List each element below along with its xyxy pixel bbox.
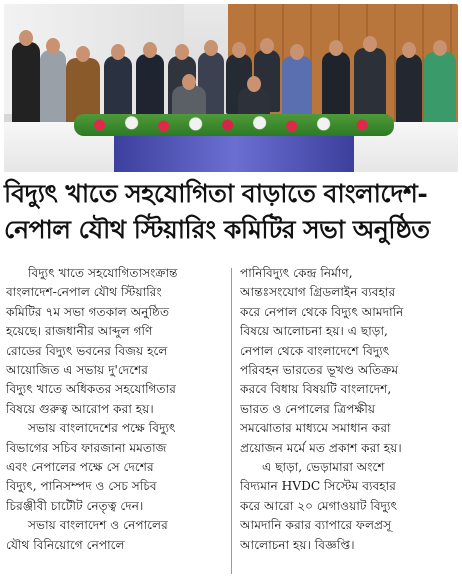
- headline-line: নেপাল যৌথ স্টিয়ারিং কমিটির সভা অনুষ্ঠিত: [4, 215, 430, 244]
- photo-person-head: [19, 30, 33, 46]
- photo-person: [396, 54, 422, 132]
- body-line: এবং নেপালের পক্ষে সে দেশের: [6, 460, 154, 475]
- body-line: সমঝোতার মাধ্যমে সমাধান করা: [240, 421, 391, 436]
- photo-person-head: [290, 44, 304, 60]
- body-line: পরিবহন ভারতের ভূখণ্ড অতিক্রম: [240, 363, 399, 378]
- photo-person-head: [260, 38, 274, 54]
- body-line: বিষয়ে আলোচনা হয়। এ ছাড়া,: [240, 324, 388, 339]
- photo-person-head: [329, 40, 343, 56]
- body-line: আমদানি করার ব্যাপারে ফলপ্রসূ: [240, 518, 392, 533]
- body-line: হয়েছে। রাজধানীর আব্দুল গণি: [6, 324, 153, 339]
- photo-person: [40, 50, 66, 130]
- photo-person-head: [232, 42, 246, 58]
- body-line: বিদ্যুৎ, পানিসম্পদ ও সেচ সচিব: [6, 479, 157, 494]
- photo-person-head: [143, 42, 157, 58]
- body-line: আন্তঃসংযোগ গ্রিডলাইন ব্যবহার: [240, 285, 396, 300]
- body-line: আলোচনা হয়। বিজ্ঞপ্তি।: [240, 537, 355, 552]
- photo-person: [282, 56, 312, 116]
- body-line: আয়োজিত এ সভায় দু'দেশের: [6, 363, 149, 378]
- photo-person-head: [76, 46, 90, 62]
- body-line: সভায় বাংলাদেশ ও নেপালের: [28, 518, 168, 533]
- article-column-right: [240, 264, 458, 555]
- body-line: বিভাগের সচিব ফারজানা মমতাজ: [6, 440, 167, 455]
- article-headline: [4, 176, 458, 248]
- body-line: এ ছাড়া, ভেড়ামারা অংশে: [262, 460, 385, 475]
- body-line: বিদ্যুৎ খাতে সহযোগিতাসংক্রান্ত: [28, 266, 178, 280]
- column-divider: [231, 268, 232, 574]
- photo-person-head: [111, 44, 125, 60]
- body-line: করে আরো ২০ মেগাওয়াট বিদ্যুৎ: [240, 498, 398, 513]
- photo-person-head: [363, 36, 377, 52]
- body-line: সভায় বাংলাদেশের পক্ষে বিদ্যুৎ: [28, 421, 176, 436]
- body-line: চিরঞ্জীবী চাটৌট নেতৃত্ব দেন।: [6, 498, 144, 513]
- photo-person-head: [247, 76, 261, 92]
- body-line: বাংলাদেশ-নেপাল যৌথ স্টিয়ারিং: [6, 285, 162, 300]
- body-line: প্রয়োজন মর্মে মত প্রকাশ করা হয়।: [240, 440, 402, 455]
- photo-person-head: [175, 44, 189, 60]
- body-line: বিদ্যুৎ খাতে অধিকতর সহযোগিতার: [6, 382, 176, 397]
- article-column-left: [6, 264, 224, 555]
- body-line: করে নেপাল থেকে বিদ্যুৎ আমদানি: [240, 304, 404, 319]
- photo-flower-arrangement: [74, 114, 394, 136]
- photo-person: [12, 42, 40, 132]
- photo-table-cloth: [114, 132, 354, 172]
- body-line: করবে বিধায় বিষয়টি বাংলাদেশ,: [240, 382, 392, 397]
- body-line: বিষয়ে গুরুত্ব আরোপ করা হয়।: [6, 401, 154, 416]
- photo-person-head: [402, 42, 416, 58]
- news-photo: [4, 4, 458, 172]
- body-line: বিদ্যমান HVDC সিস্টেম ব্যবহার: [240, 479, 396, 494]
- photo-person-head: [182, 74, 196, 90]
- body-line: যৌথ বিনিয়োগে নেপালে: [6, 537, 125, 552]
- body-line: পানিবিদ্যুৎ কেন্দ্র নির্মাণ,: [240, 266, 353, 280]
- headline-line: বিদ্যুৎ খাতে সহযোগিতা বাড়াতে বাংলাদেশ-: [4, 179, 428, 208]
- photo-person-head: [204, 40, 218, 56]
- photo-person-head: [46, 38, 60, 54]
- body-line: ভারত ও নেপালের ত্রিপক্ষীয়: [240, 401, 376, 416]
- body-line: কমিটির ৭ম সভা গতকাল অনুষ্ঠিত: [6, 304, 170, 319]
- body-line: রোডের বিদ্যুৎ ভবনের বিজয় হলে: [6, 343, 168, 358]
- body-line: নেপাল থেকে বাংলাদেশে বিদ্যুৎ: [240, 343, 390, 358]
- photo-person-head: [433, 40, 447, 56]
